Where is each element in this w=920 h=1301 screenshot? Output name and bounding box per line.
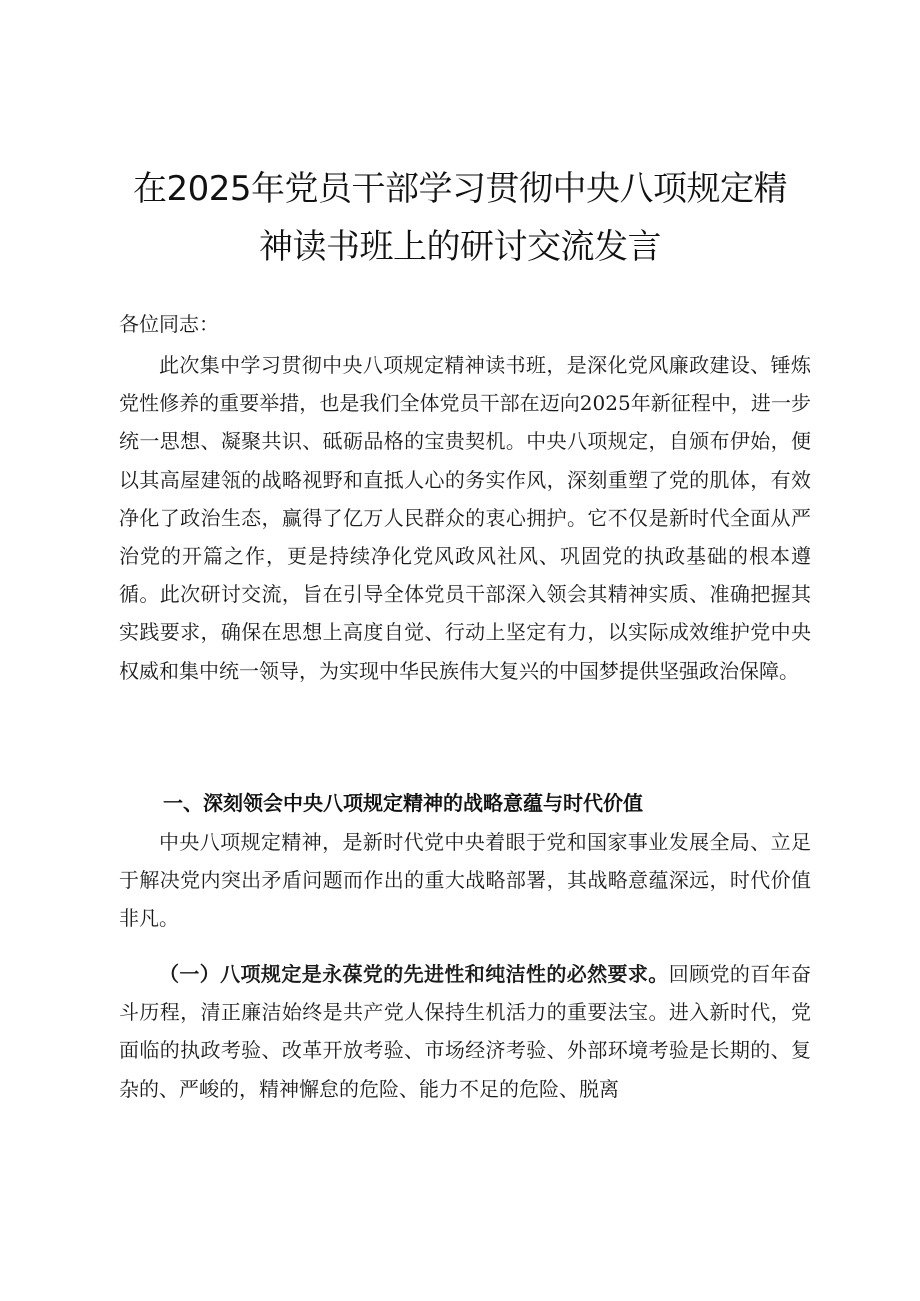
title-line-2: 神读书班上的研讨交流发言 <box>259 227 661 267</box>
subsection-heading-1: （一）八项规定是永葆党的先进性和纯洁性的必然要求。 <box>159 962 669 986</box>
paragraph-intro: 此次集中学习贯彻中央八项规定精神读书班，是深化党风廉政建设、锤炼党性修养的重要举措，也是我们全体党员干部在迈向2025年新征程中，进一步统一思想、凝聚共识、砥砺品格的宝贵契机。中央八项规定，自颁布伊始，便以其高屋建瓴的战略视野和直抵人心的务实作风，深刻重塑了党的肌体，有效净化了政治生态，赢得了亿万人民群众的衷心拥护。它不仅是新时代全面从严治党的开篇之作，更是持续净化党风政风社风、巩固党的执政基础的根本遵循。此次研讨交流，旨在引导全体党员干部深入领会其精神实质、准确把握其实践要求，确保在思想上高度自觉、行动上坚定有力，以实际成效维护党中央权威和集中统一领导，为实现中华民族伟大复兴的中国梦提供坚强政治保障。 <box>119 353 811 683</box>
paragraph-section-1: 中央八项规定精神，是新时代党中央着眼于党和国家事业发展全局、立足于解决党内突出矛盾问题而作出的重大战略部署，其战略意蕴深远，时代价值非凡。 <box>119 830 811 931</box>
title-line-1: 在2025年党员干部学习贯彻中央八项规定精 <box>132 169 788 209</box>
subsection-body-1: 回顾党的百年奋斗历程，清正廉洁始终是共产党人保持生机活力的重要法宝。进入新时代，党面临的执政考验、改革开放考验、市场经济考验、外部环境考验是长期的、复杂的、严峻的，精神懈怠的危险、能力不足的危险、脱离 <box>119 962 812 1101</box>
document-title <box>100 160 820 276</box>
section-heading-1: 一、深刻领会中央八项规定精神的战略意蕴与时代价值 <box>163 791 643 815</box>
salutation: 各位同志： <box>119 312 219 336</box>
paragraph-subsection-1 <box>119 955 811 1108</box>
